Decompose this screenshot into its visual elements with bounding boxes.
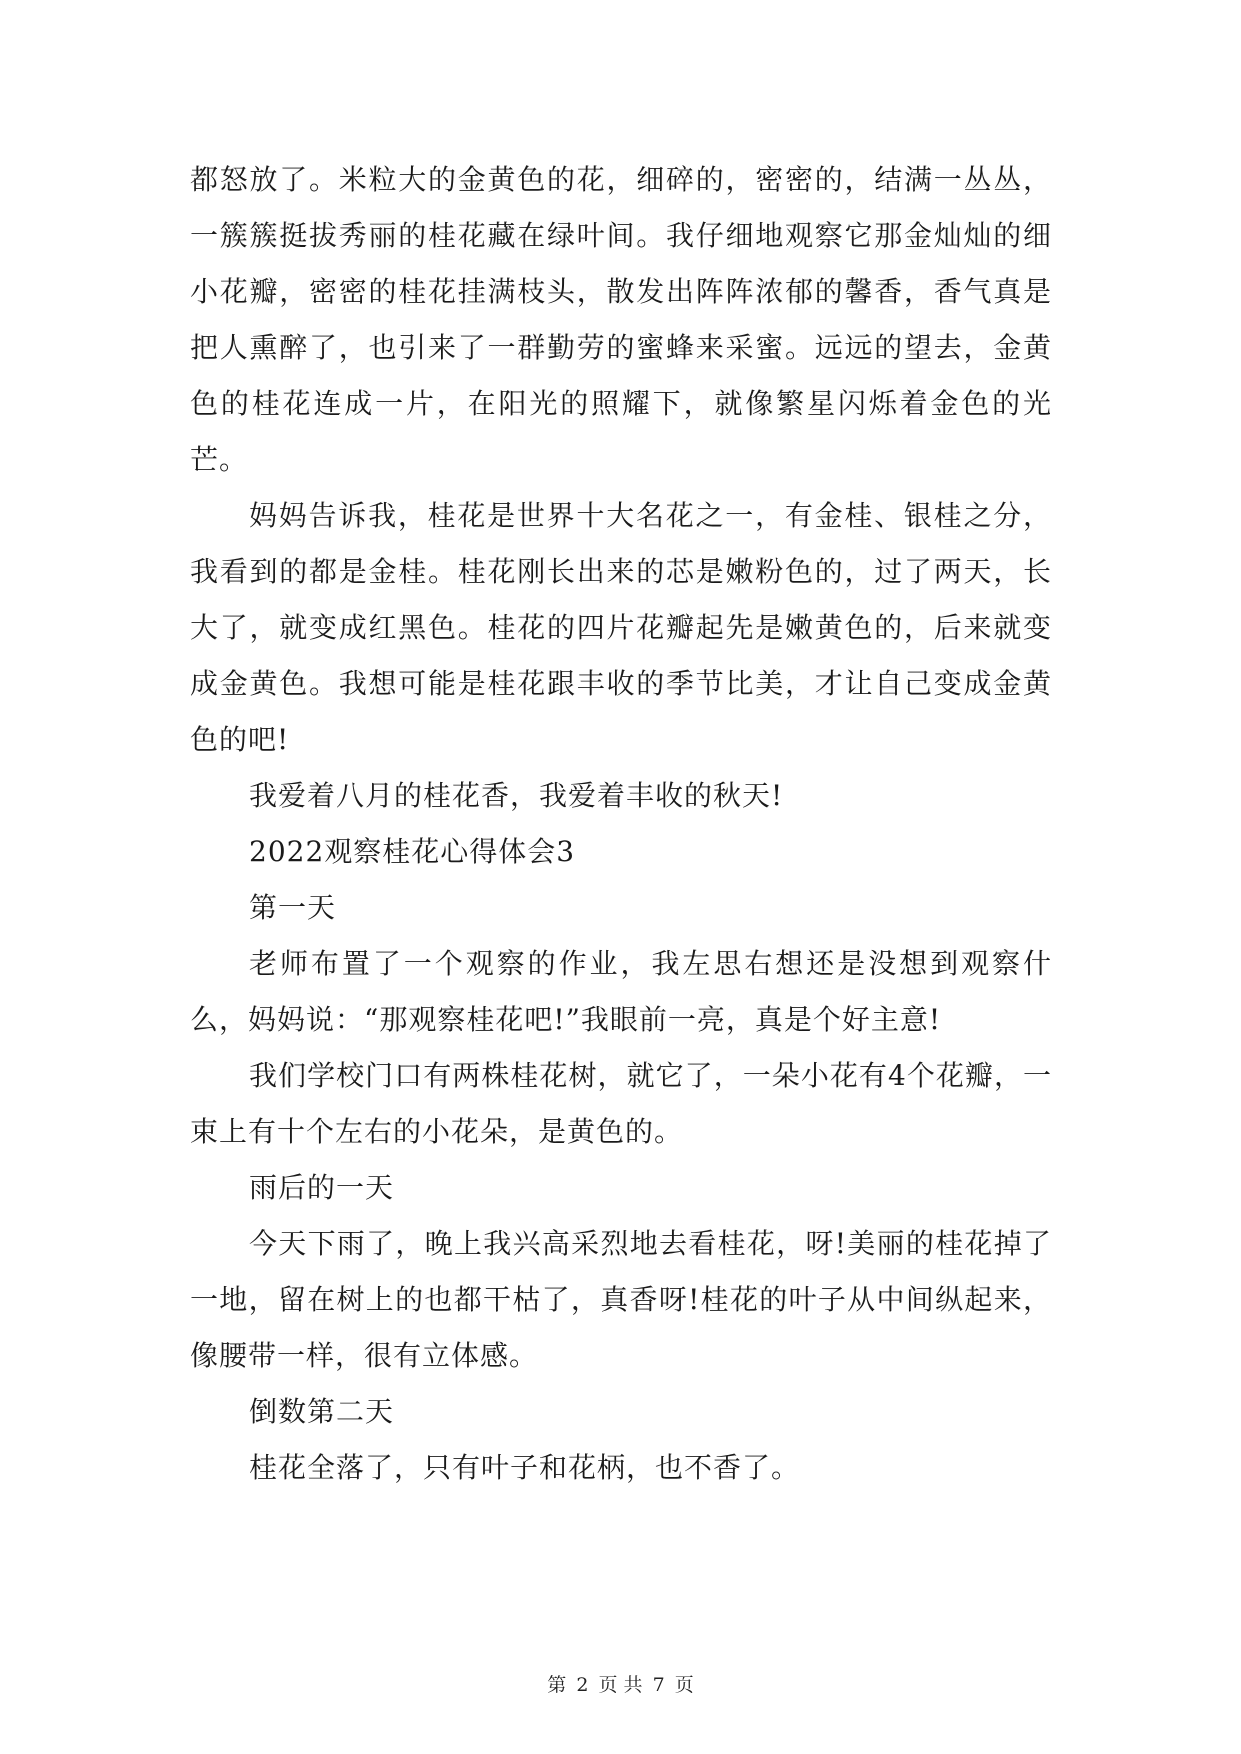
paragraph: 老师布置了一个观察的作业，我左思右想还是没想到观察什么，妈妈说：“那观察桂花吧!”我眼前一亮，真是个好主意!: [190, 947, 1052, 1036]
day-heading: 第一天: [249, 891, 337, 924]
paragraph: 我爱着八月的桂花香，我爱着丰收的秋天!: [249, 779, 784, 812]
paragraph: 今天下雨了，晚上我兴高采烈地去看桂花，呀!美丽的桂花掉了一地，留在树上的也都干枯了，真香呀!桂花的叶子从中间纵起来，像腰带一样，很有立体感。: [190, 1227, 1052, 1372]
paragraph: 桂花全落了，只有叶子和花柄，也不香了。: [249, 1451, 801, 1484]
paragraph: 都怒放了。米粒大的金黄色的花，细碎的，密密的，结满一丛丛，一簇簇挺拔秀丽的桂花藏在绿叶间。我仔细地观察它那金灿灿的细小花瓣，密密的桂花挂满枝头，散发出阵阵浓郁的馨香，香气真是把人熏醉了，也引来了一群勤劳的蜜蜂来采蜜。远远的望去，金黄色的桂花连成一片，在阳光的照耀下，就像繁星闪烁着金色的光芒。: [190, 163, 1052, 476]
paragraph: 妈妈告诉我，桂花是世界十大名花之一，有金桂、银桂之分，我看到的都是金桂。桂花刚长出来的芯是嫩粉色的，过了两天，长大了，就变成红黑色。桂花的四片花瓣起先是嫩黄色的，后来就变成金黄色。我想可能是桂花跟丰收的季节比美，才让自己变成金黄色的吧!: [190, 499, 1052, 756]
day-heading: 倒数第二天: [249, 1395, 395, 1428]
total-pages-number: 7: [652, 1674, 665, 1696]
document-body: [190, 152, 1052, 1496]
page-label-suffix: 页: [674, 1674, 694, 1696]
page-footer: [0, 1670, 1241, 1697]
section-heading: 2022观察桂花心得体会3: [249, 835, 576, 868]
page-label-mid: 页 共: [598, 1674, 643, 1696]
paragraph: 我们学校门口有两株桂花树，就它了，一朵小花有4个花瓣，一束上有十个左右的小花朵，是黄色的。: [190, 1059, 1052, 1148]
page-label-prefix: 第: [547, 1674, 567, 1696]
day-heading: 雨后的一天: [249, 1171, 395, 1204]
current-page-number: 2: [576, 1674, 589, 1696]
